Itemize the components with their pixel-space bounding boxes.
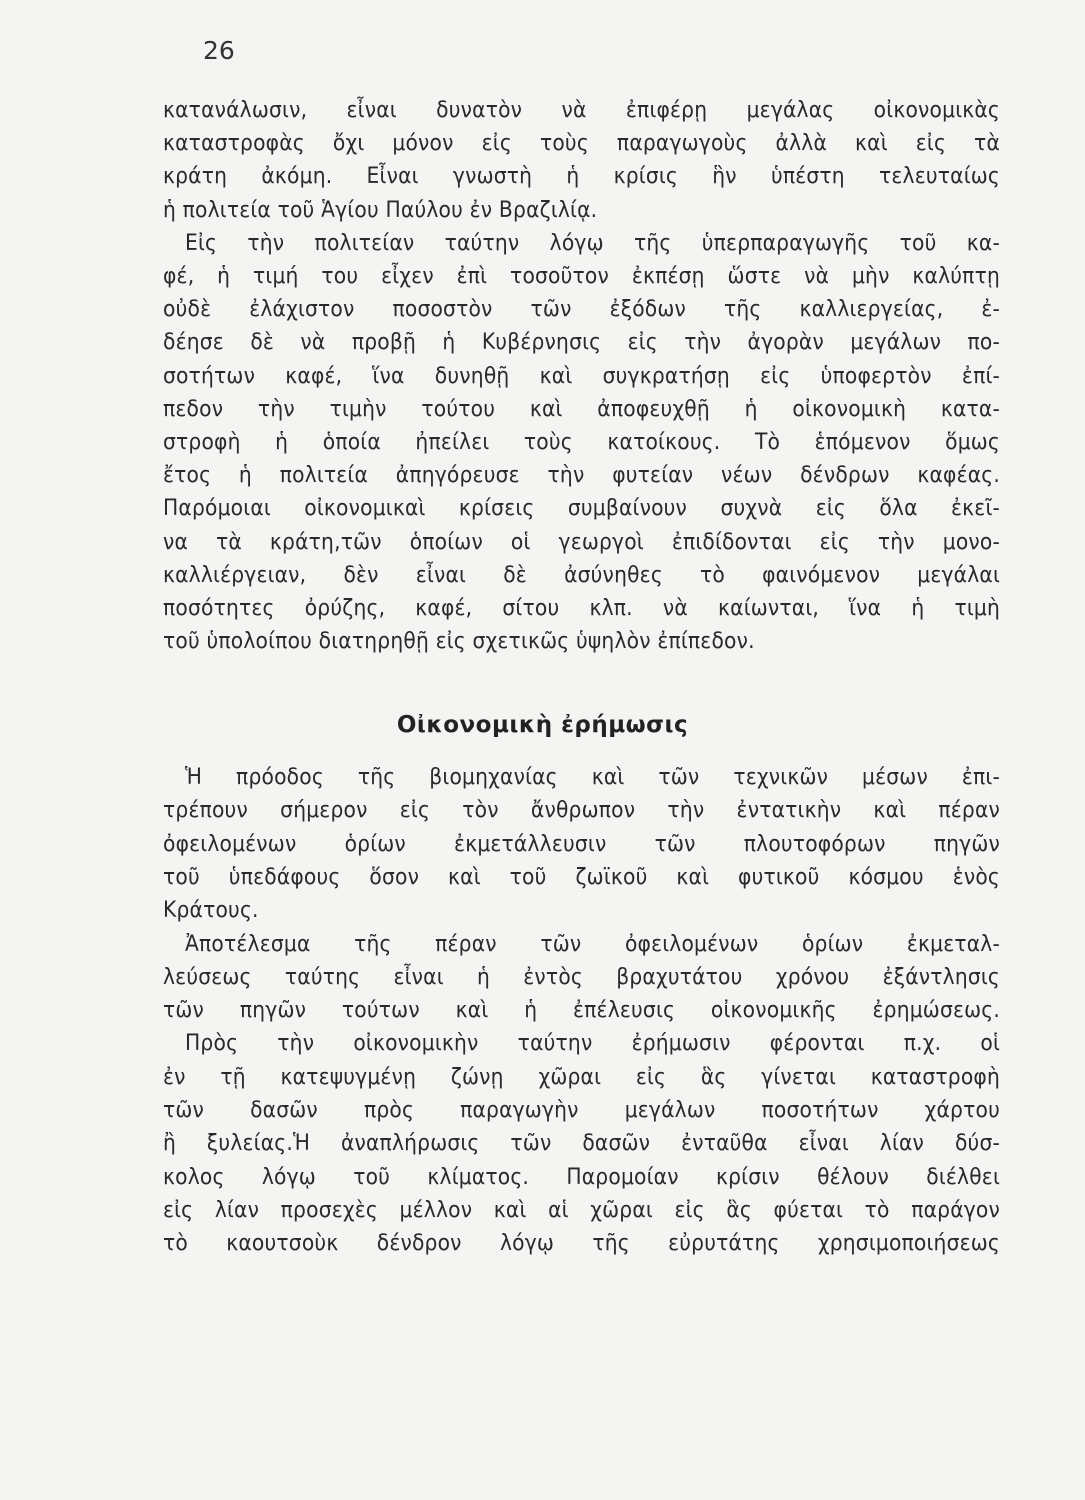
text-line: ἡ πολιτεία τοῦ Ἁγίου Παύλου ἐν Βραζιλίᾳ. bbox=[163, 196, 598, 223]
text-line: πεδον τὴν τιμὴν τούτου καὶ ἀποφευχθῇ ἡ οἰκονομικὴ κατα- bbox=[163, 395, 1000, 422]
text-line: ἢ ξυλείας.Ἡ ἀναπλήρωσις τῶν δασῶν ἐνταῦθα εἶναι λίαν δύσ- bbox=[163, 1130, 1000, 1157]
text-line: να τὰ κράτη,τῶν ὁποίων οἱ γεωργοὶ ἐπιδίδονται εἰς τὴν μονο- bbox=[163, 528, 1000, 555]
text-line: εἰς λίαν προσεχὲς μέλλον καὶ αἱ χῶραι εἰς ἃς φύεται τὸ παράγον bbox=[163, 1196, 1000, 1223]
text-line: ἔτος ἡ πολιτεία ἀπηγόρευσε τὴν φυτείαν νέων δένδρων καφέας. bbox=[163, 462, 1000, 489]
text-line: Κράτους. bbox=[163, 897, 259, 924]
text-line: ἐν τῇ κατεψυγμένῃ ζώνῃ χῶραι εἰς ἃς γίνεται καταστροφὴ bbox=[163, 1063, 1000, 1090]
text-line: Ἡ πρόοδος τῆς βιομηχανίας καὶ τῶν τεχνικῶν μέσων ἐπι- bbox=[185, 764, 1000, 790]
text-line: οὐδὲ ἐλάχιστον ποσοστὸν τῶν ἐξόδων τῆς καλλιεργείας, ἐ- bbox=[163, 296, 1000, 323]
text-line: ποσότητες ὀρύζης, καφέ, σίτου κλπ. νὰ καίωνται, ἵνα ἡ τιμὴ bbox=[163, 595, 1000, 621]
text-line: κατανάλωσιν, εἶναι δυνατὸν νὰ ἐπιφέρῃ μεγάλας οἰκονομικὰς bbox=[163, 97, 1000, 123]
text-line: στροφὴ ἡ ὁποία ἠπείλει τοὺς κατοίκους. Τὸ ἑπόμενον ὅμως bbox=[163, 429, 1000, 455]
page-number: 26 bbox=[203, 36, 235, 65]
text-line: Παρόμοιαι οἰκονομικαὶ κρίσεις συμβαίνουν συχνὰ εἰς ὅλα ἐκεῖ- bbox=[163, 495, 1000, 522]
text-line: τὸ καουτσοὺκ δένδρον λόγῳ τῆς εὐρυτάτης χρησιμοποιήσεως bbox=[163, 1230, 1000, 1257]
text-line: λεύσεως ταύτης εἶναι ἡ ἐντὸς βραχυτάτου χρόνου ἐξάντλησις bbox=[163, 963, 1000, 990]
text-line: τῶν πηγῶν τούτων καὶ ἡ ἐπέλευσις οἰκονομικῆς ἐρημώσεως. bbox=[163, 997, 1000, 1024]
text-line: Ἀποτέλεσμα τῆς πέραν τῶν ὀφειλομένων ὁρίων ἐκμεταλ- bbox=[185, 930, 1000, 957]
text-line: τοῦ ὑπεδάφους ὅσον καὶ τοῦ ζωϊκοῦ καὶ φυτικοῦ κόσμου ἑνὸς bbox=[163, 863, 1000, 890]
text-line: δέησε δὲ νὰ προβῇ ἡ Κυβέρνησις εἰς τὴν ἀγορὰν μεγάλων πο- bbox=[163, 329, 1000, 356]
text-line: κολος λόγῳ τοῦ κλίματος. Παρομοίαν κρίσιν θέλουν διέλθει bbox=[163, 1163, 1000, 1190]
text-line: τοῦ ὑπολοίπου διατηρηθῇ εἰς σχετικῶς ὑψηλὸν ἐπίπεδον. bbox=[163, 628, 755, 655]
text-line: τρέπουν σήμερον εἰς τὸν ἄνθρωπον τὴν ἐντατικὴν καὶ πέραν bbox=[163, 797, 1000, 824]
text-line: σοτήτων καφέ, ἵνα δυνηθῇ καὶ συγκρατήσῃ εἰς ὑποφερτὸν ἐπί- bbox=[163, 362, 1000, 389]
text-line: φέ, ἡ τιμή του εἶχεν ἐπὶ τοσοῦτον ἐκπέσῃ ὥστε νὰ μὴν καλύπτῃ bbox=[163, 263, 1000, 289]
text-line: ὀφειλομένων ὁρίων ἐκμετάλλευσιν τῶν πλουτοφόρων πηγῶν bbox=[163, 830, 1000, 857]
text-line: Πρὸς τὴν οἰκονομικὴν ταύτην ἐρήμωσιν φέρονται π.χ. οἱ bbox=[185, 1030, 1000, 1057]
text-line: κράτη ἀκόμη. Εἶναι γνωστὴ ἡ κρίσις ἣν ὑπέστη τελευταίως bbox=[163, 163, 1000, 190]
text-line: τῶν δασῶν πρὸς παραγωγὴν μεγάλων ποσοτήτων χάρτου bbox=[163, 1097, 1000, 1123]
text-line: καλλιέργειαν, δὲν εἶναι δὲ ἀσύνηθες τὸ φαινόμενον μεγάλαι bbox=[163, 561, 1000, 588]
text-line: Εἰς τὴν πολιτείαν ταύτην λόγῳ τῆς ὑπερπαραγωγῆς τοῦ κα- bbox=[185, 229, 1000, 256]
section-heading: Οἰκονομικὴ ἐρήμωσις bbox=[396, 712, 689, 738]
text-line: καταστροφὰς ὄχι μόνον εἰς τοὺς παραγωγοὺς ἀλλὰ καὶ εἰς τὰ bbox=[163, 130, 1000, 157]
